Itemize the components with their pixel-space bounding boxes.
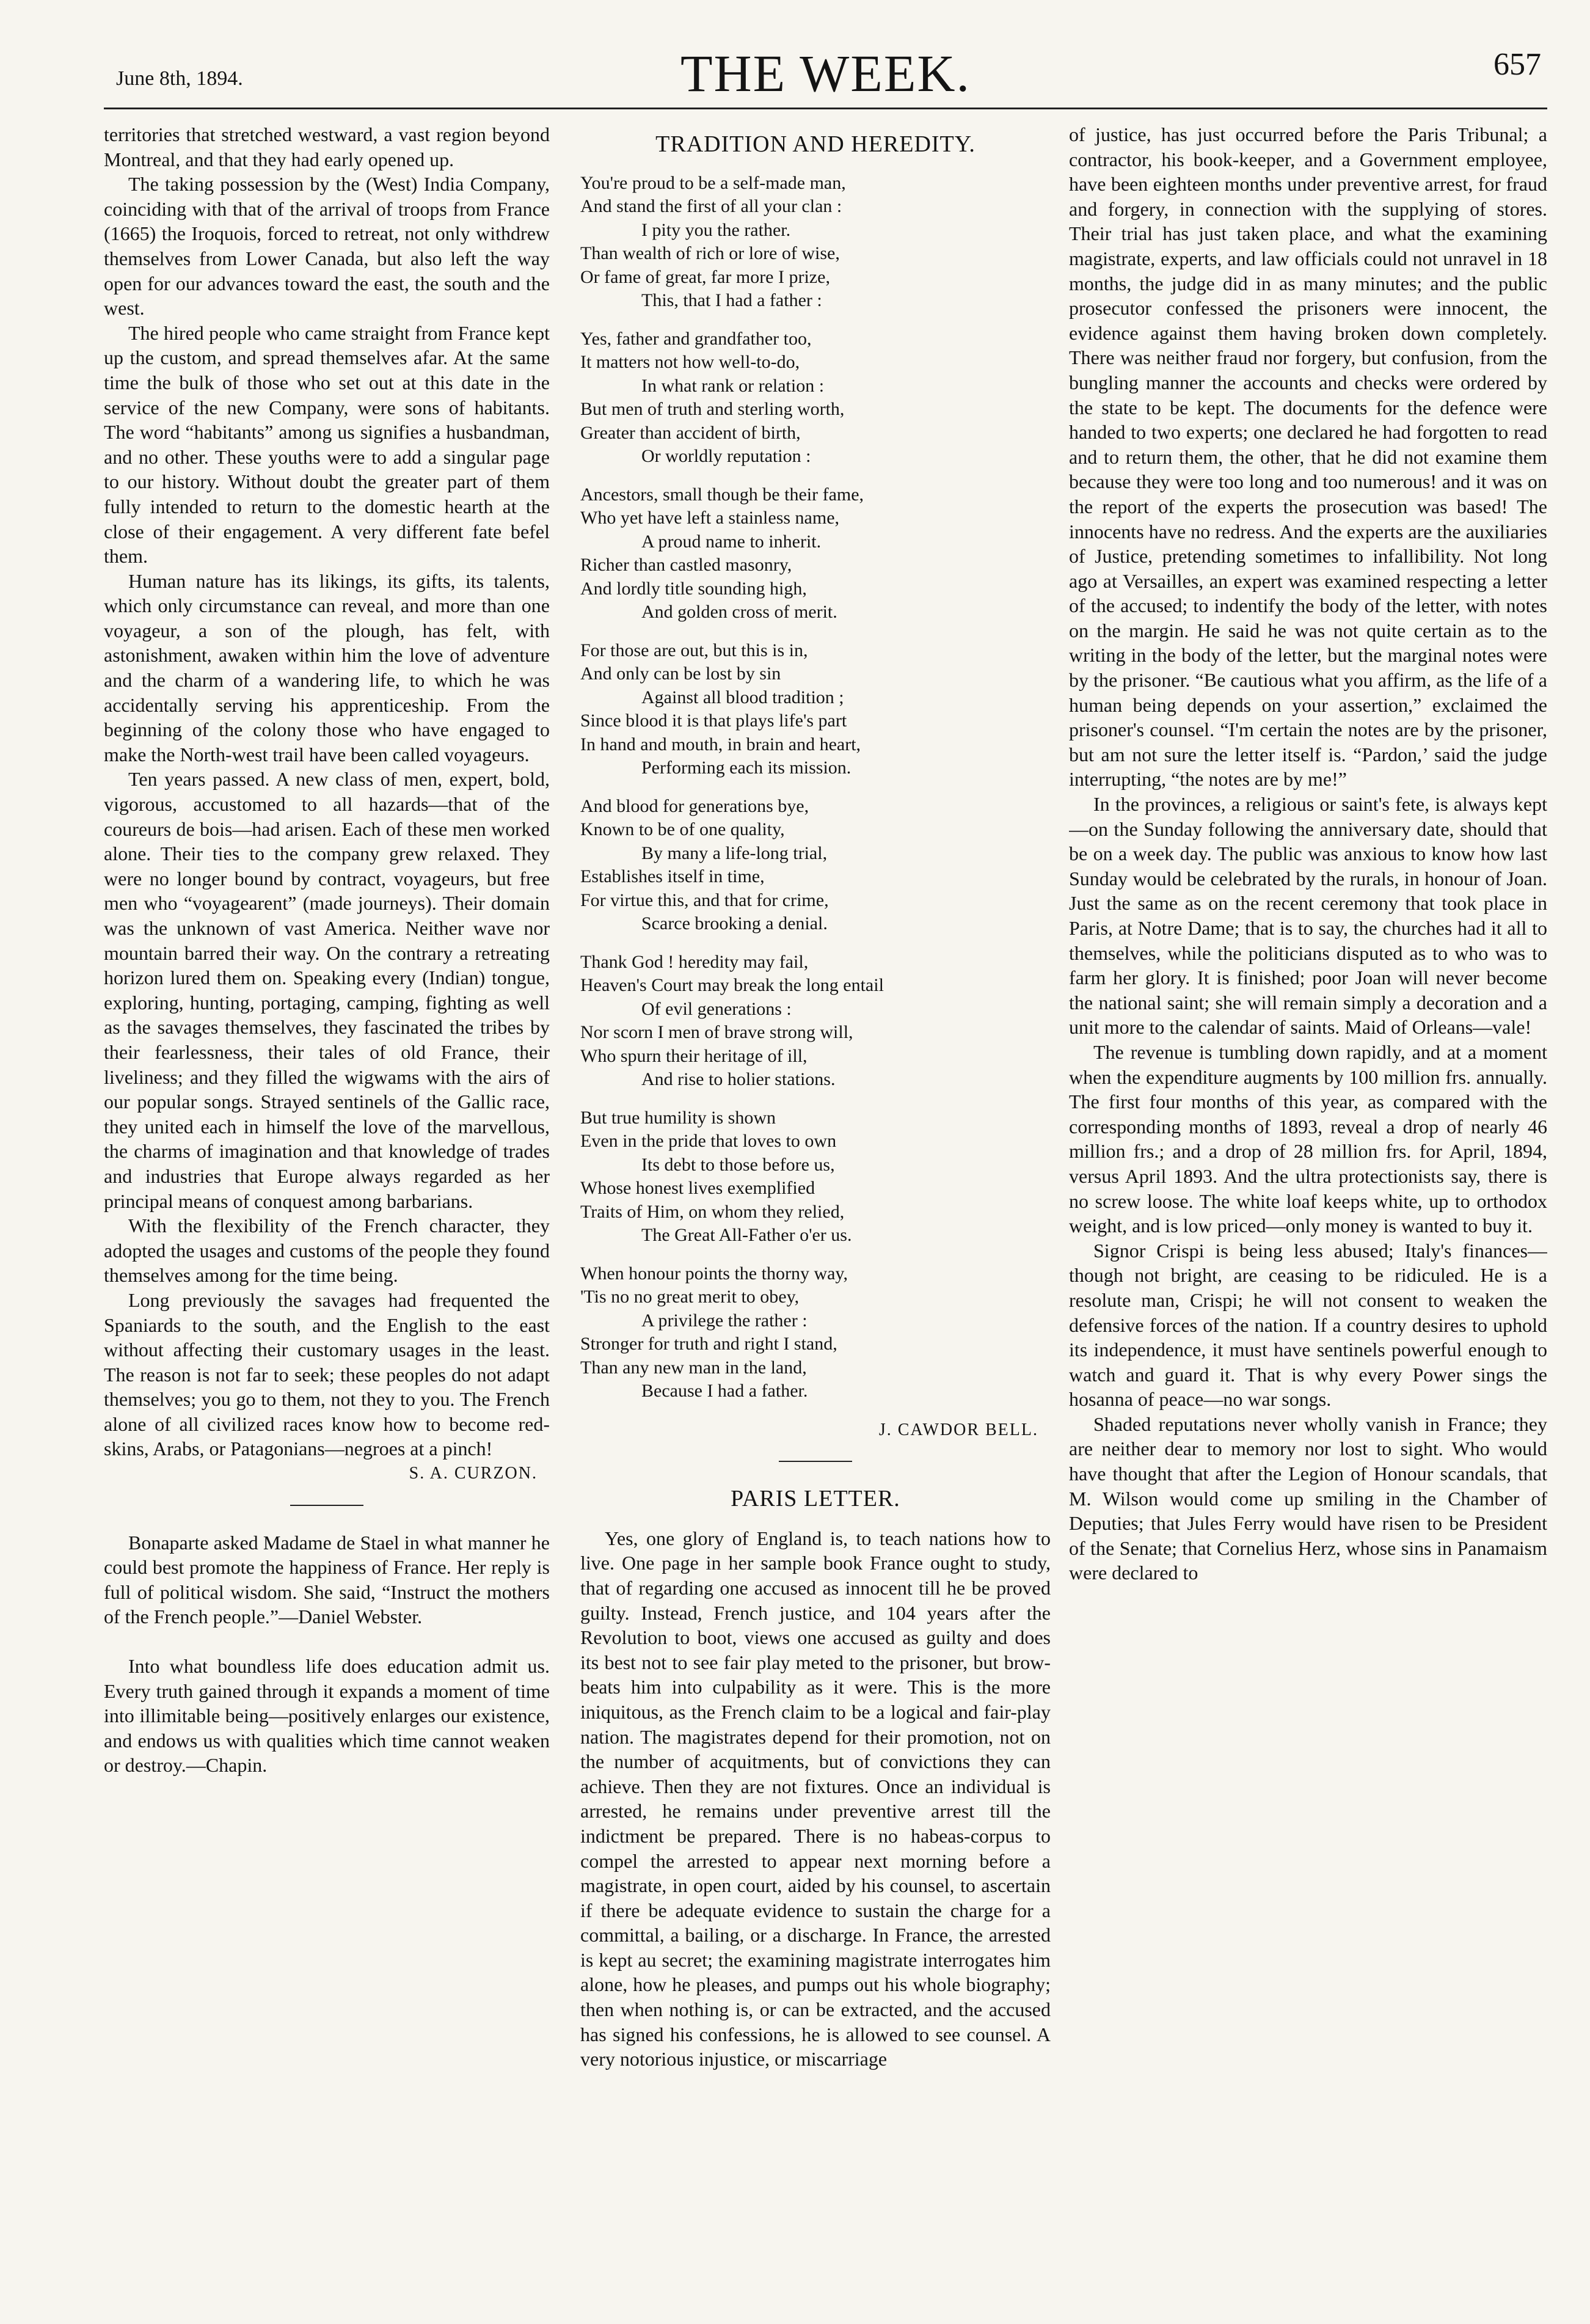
- paragraph: territories that stretched westward, a vast region beyond Montreal, and that they had early opened up.: [104, 123, 550, 170]
- poem-line: For virtue this, and that for crime,: [580, 890, 829, 910]
- poem-line: And stand the first of all your clan :: [580, 196, 842, 217]
- poem-line: Whose honest lives exemplified: [580, 1178, 815, 1199]
- poem-line: When honour points the thorny way,: [580, 1263, 848, 1284]
- poem-line: But true humility is shown: [580, 1107, 776, 1128]
- poem-line: Known to be of one quality,: [580, 819, 785, 840]
- poem-line: Since blood it is that plays life's part: [580, 711, 847, 731]
- poem-line: Against all blood tradition ;: [641, 687, 844, 707]
- poem-line: A privilege the rather :: [641, 1310, 808, 1331]
- poem-line: I pity you the rather.: [641, 219, 791, 240]
- column-3: [1069, 122, 1547, 2291]
- poem-line: And lordly title sounding high,: [580, 578, 807, 599]
- poem-stanza: [580, 639, 1051, 780]
- quote-paragraph: Bonaparte asked Madame de Stael in what manner he could best promote the happiness of France. Her reply is full of political wisdom. She said, “Instruct the mothers of the French people.”—Daniel Webster.: [104, 1531, 550, 1628]
- poem-line: Than wealth of rich or lore of wise,: [580, 243, 840, 264]
- paragraph: Shaded reputations never wholly vanish in France; they are neither dear to memory nor lost to sight. Who would have thought that after the Legion of Honour scandals, that M. Wilson would come up smiling in the Chamber of Deputies; that Jules Ferry would have risen to be President of the Senate; that Cornelius Herz, whose sins in Panamaism were declared to: [1069, 1412, 1547, 1584]
- poem-stanza: [580, 795, 1051, 936]
- poem-line: You're proud to be a self-made man,: [580, 172, 846, 193]
- poem-line: Even in the pride that loves to own: [580, 1131, 837, 1152]
- paragraph: of justice, has just occurred before the Paris Tribunal; a contractor, his book-keeper, and a Government employee, have been eighteen months under preventive arrest, for fraud and forgery, in connection with the supplying of stores. Their trial has just taken place, and what the examining magistrate, experts, and law officials could not unravel in 18 months, the judge did in as many minutes; and the public prosecutor confessed the prisoners were innocent, the evidence against them having broken down completely. There was neither fraud nor forgery, but confusion, from the bungling manner the accounts and checks were ordered by the state to be kept. The documents for the defence were handed to two experts; one declared he had forgotten to read and to return them, the other, that he did not examine them because they were too long and too numerous! and it was on the report of the experts the prosecution was based! The innocents have no redress. And the experts are the auxiliaries of Justice, pretending sometimes to infallibility. Not long ago at Versailles, an expert was examined respecting a letter of the accused; to indentify the body of the letter, with notes on the margin. He said he was not quite certain as to the writing in the body of the letter, but the marginal notes were by the prisoner. “Be cautious what you affirm, as the life of a human being depends on your assertion,” exclaimed the prisoner's counsel. “I'm certain the notes are by the prisoner, but am not sure the letter itself is. “Pardon,’ said the judge interrupting, “the notes are by me!”: [1069, 123, 1547, 791]
- poem-signature: J. CAWDOR BELL.: [878, 1420, 1038, 1439]
- paragraph: Signor Crispi is being less abused; Italy's finances—though not bright, are ceasing to be ridiculed. He is a resolute man, Crispi; he will not consent to weaken the defensive forces of the nation. If a country desires to uphold its independence, it must have sentinels powerful enough to watch and guard it. That is why every Power sings the hosanna of peace—no war songs.: [1069, 1239, 1547, 1411]
- poem-line: Stronger for truth and right I stand,: [580, 1334, 837, 1354]
- poem-line: Traits of Him, on whom they relied,: [580, 1201, 845, 1222]
- poem-stanza: [580, 1262, 1051, 1403]
- paragraph: The revenue is tumbling down rapidly, and at a moment when the expenditure augments by 100 million frs. annually. The first four months of this year, as compared with the corresponding months of 1893, reveal a drop of nearly 46 million frs.; and a drop of 28 million frs. for April, 1894, versus April 1893. And the ultra protectionists say, there is no screw loose. The white loaf keeps white, up to orthodox weight, and is low priced—only money is wanted to buy it.: [1069, 1040, 1547, 1237]
- columns: [104, 116, 1547, 2291]
- issue-date: June 8th, 1894.: [116, 67, 243, 90]
- poem-line: Because I had a father.: [641, 1381, 808, 1401]
- poem-line: Greater than accident of birth,: [580, 422, 801, 443]
- poem-line: Performing each its mission.: [641, 758, 852, 778]
- poem-line: Yes, father and grandfather too,: [580, 328, 812, 349]
- section-divider: [290, 1505, 363, 1506]
- masthead: [104, 43, 1547, 116]
- poem-line: For those are out, but this is in,: [580, 640, 808, 660]
- quote-paragraph: Into what boundless life does education admit us. Every truth gained through it expands a moment of time into illimitable being—positively enlarges our existence, and endows us with qualities which time cannot weaken or destroy.—Chapin.: [104, 1655, 550, 1777]
- poem-stanza: [580, 1106, 1051, 1248]
- paragraph: In the provinces, a religious or saint's fete, is always kept—on the Sunday following the anniversary date, should that be on a week day. The public was anxious to know how last Sunday would be celebrated by the rurals, in honour of Joan. Just the same as on the recent ceremony that took place in Paris, at Notre Dame; that is to say, the churches had it all to themselves, while the politicians disputed as to who was to farm her glory. It is finished; poor Joan will never become the national saint; she will remain simply a decoration and a unit more to the calendar of saints. Maid of Orleans—vale!: [1069, 793, 1547, 1039]
- poem-line: 'Tis no no great merit to obey,: [580, 1287, 800, 1307]
- column-2: [580, 122, 1051, 2291]
- poem-line: Who spurn their heritage of ill,: [580, 1045, 808, 1066]
- poem: [580, 172, 1051, 1403]
- poem-stanza: [580, 327, 1051, 469]
- column-1: [104, 122, 550, 2291]
- publication-title: THE WEEK.: [680, 44, 971, 103]
- poem-line: Its debt to those before us,: [641, 1154, 835, 1175]
- poem-line: And blood for generations bye,: [580, 795, 809, 816]
- paragraph: The taking possession by the (West) India Company, coinciding with that of the arrival of troops from France (1665) the Iroquois, forced to retreat, not only withdrew themselves from Lower Canada, but also left the way open for our advances toward the east, the south and the west.: [104, 173, 550, 320]
- poem-line: Scarce brooking a denial.: [641, 913, 828, 934]
- poem-line: And golden cross of merit.: [641, 602, 837, 623]
- poem-line: Or fame of great, far more I prize,: [580, 266, 830, 287]
- poem-line: By many a life-long trial,: [641, 842, 828, 863]
- poem-line: It matters not how well-to-do,: [580, 352, 800, 373]
- poem-title: TRADITION AND HEREDITY.: [655, 131, 976, 157]
- poem-line: In what rank or relation :: [641, 375, 825, 396]
- paragraph: Long previously the savages had frequented the Spaniards to the south, and the English to the east without affecting their customary usages in the least. The reason is not far to seek; these peoples do not adapt themselves; you go to them, not they to you. The French alone of all civilized races know how to become red-skins, Arabs, or Patagonians—negroes at a pinch!: [104, 1288, 550, 1460]
- poem-line: Establishes itself in time,: [580, 866, 765, 887]
- poem-line: Nor scorn I men of brave strong will,: [580, 1022, 853, 1043]
- poem-line: And rise to holier stations.: [641, 1069, 836, 1090]
- article-signature: S. A. CURZON.: [409, 1464, 538, 1483]
- page-number: 657: [1493, 47, 1541, 82]
- poem-line: Or worldly reputation :: [641, 446, 811, 467]
- header-rule: [104, 108, 1547, 109]
- poem-line: This, that I had a father :: [641, 290, 822, 311]
- section-divider: [779, 1461, 852, 1462]
- poem-stanza: [580, 172, 1051, 313]
- poem-line: Of evil generations :: [641, 998, 792, 1019]
- poem-line: Richer than castled masonry,: [580, 555, 792, 576]
- poem-line: Heaven's Court may break the long entail: [580, 975, 884, 996]
- poem-stanza: [580, 483, 1051, 624]
- poem-line: A proud name to inherit.: [641, 531, 822, 552]
- poem-line: And only can be lost by sin: [580, 663, 781, 684]
- poem-line: But men of truth and sterling worth,: [580, 399, 845, 420]
- poem-line: Thank God ! heredity may fail,: [580, 951, 809, 972]
- paragraph: Ten years passed. A new class of men, expert, bold, vigorous, accustomed to all hazards—that of the coureurs de bois—had arisen. Each of these men worked alone. Their ties to the company grew relaxed. They were no longer bound by contract, voyageurs, but free men who “voyagearent” (made journeys). Their domain was the unknown of vast America. Neither wave nor mountain barred their way. On the contrary a retreating horizon lured them on. Speaking every (Indian) tongue, exploring, hunting, portaging, camping, fighting as well as the savages themselves, they fascinated the tribes by their fearlessness, their tales of old France, their liveliness; and they filled the wigwams with the airs of our popular songs. Strayed sentinels of the Gallic race, they united each in himself the love of the marvellous, the charms of imagination and that knowledge of trades and industries that Europe always regarded as her principal means of conquest among barbarians.: [104, 768, 550, 1212]
- poem-line: The Great All-Father o'er us.: [641, 1225, 852, 1246]
- paragraph: The hired people who came straight from France kept up the custom, and spread themselves afar. At the same time the bulk of those who set out at this date in the service of the new Company, were sons of habitants. The word “habitants” among us signifies a husbandman, and no other. These youths were to add a singular page to our history. Without doubt the greater part of them fully intended to return to the domestic hearth at the close of their engagement. A very different fate befel them.: [104, 321, 550, 568]
- poem-line: Who yet have left a stainless name,: [580, 508, 840, 528]
- poem-stanza: [580, 951, 1051, 1092]
- poem-line: Ancestors, small though be their fame,: [580, 484, 864, 505]
- letter-title: PARIS LETTER.: [731, 1486, 900, 1512]
- paragraph: Yes, one glory of England is, to teach nations how to live. One page in her sample book France ought to study, that of regarding one accused as innocent till he be proved guilty. Instead, French justice, and 104 years after the Revolution to boot, views one accused as guilty and does its best not to see fair play meted to the prisoner, but brow-beats him into culpability as it were. This is the more iniquitous, as the French claim to be a logical and fair-play nation. The magistrates depend for their promotion, not on the number of acquitments, but of convictions they can achieve. Then they are not fixtures. Once an individual is arrested, he remains under preventive arrest till the indictment be prepared. There is no habeas-corpus to compel the arrested to appear next morning before a magistrate, in open court, aided by his counsel, to ascertain if there be adequate evidence to sustain the charge for a committal, a bailing, or a discharge. In France, the arrested is kept au secret; the examining magistrate interrogates him alone, how he pleases, and pumps out his whole biography; then when nothing is, or can be extracted, and the accused has signed his confessions, he is allowed to see counsel. A very notorious injustice, or miscarriage: [580, 1527, 1051, 2070]
- paragraph: With the flexibility of the French character, they adopted the usages and customs of the people they found themselves among for the time being.: [104, 1215, 550, 1287]
- poem-line: In hand and mouth, in brain and heart,: [580, 734, 861, 755]
- paragraph: Human nature has its likings, its gifts, its talents, which only circumstance can reveal, and more than one voyageur, a son of the plough, has felt, with astonishment, awaken within him the love of adventure and the charm of a wandering life, to which he was accidentally serving his apprenticeship. From the beginning of the colony those who have engaged to make the North-west trail have been called voyageurs.: [104, 569, 550, 766]
- poem-line: Than any new man in the land,: [580, 1357, 807, 1378]
